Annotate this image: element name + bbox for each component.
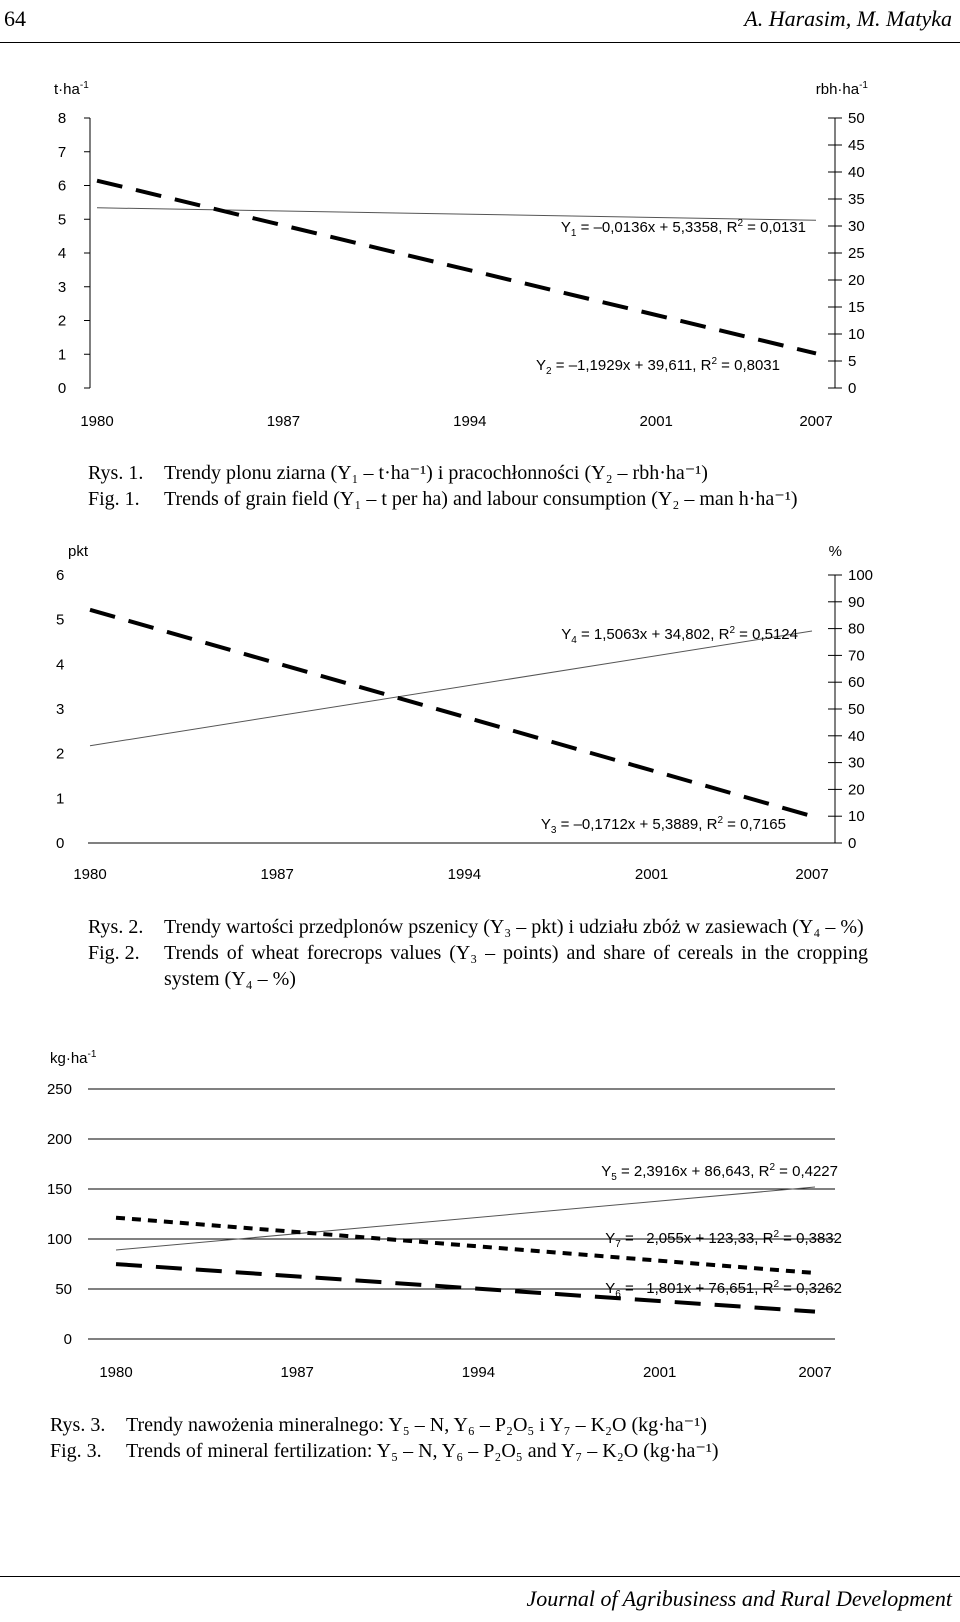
right-tick-label: 10	[848, 808, 865, 826]
running-header-authors: A. Harasim, M. Matyka	[744, 6, 952, 31]
right-tick-label: 0	[848, 380, 857, 397]
caption-label: Fig. 1.	[88, 488, 140, 510]
trend-equation-label: $Y_6 = -1,801x + 76,651$, $R^2 = 0,3262$	[605, 1279, 842, 1300]
right-tick-label: 20	[848, 272, 865, 289]
left-axis-unit: pkt	[68, 543, 89, 560]
right-tick-label: 0	[848, 835, 857, 852]
x-tick-label: 2007	[798, 1364, 832, 1381]
left-tick-label: 3	[57, 278, 67, 296]
x-tick-label: 2001	[642, 1364, 677, 1381]
left-tick-label: 6	[56, 567, 65, 584]
x-tick-label: 2001	[634, 866, 669, 883]
trend-equation-label: $Y_3 = -0,1712x + 5,3889$, $R^2 = 0,7165$	[540, 815, 786, 836]
page-number: 64	[4, 6, 26, 31]
caption-text: Trends of wheat forecrops values (Y₃ – points) and share of cereals in the cropping system (Y₄ – %)	[164, 942, 868, 990]
trend-equation-label: $Y_7 = -2,055x + 123,33$, $R^2 = 0,3832$	[605, 1229, 842, 1250]
left-tick-label: 150	[46, 1181, 72, 1198]
caption-label: Rys. 2.	[88, 916, 144, 938]
x-tick-label: 1987	[266, 413, 301, 430]
right-axis-unit: %	[828, 543, 842, 560]
caption-text: Trendy plonu ziarna (Y₁ – t·ha⁻¹) i pracochłonności (Y₂ – rbh·ha⁻¹)	[164, 462, 708, 484]
x-tick-label: 2007	[799, 413, 833, 430]
right-tick-label: 30	[848, 754, 865, 772]
caption-label: Rys. 3.	[50, 1414, 106, 1436]
x-tick-label: 1994	[453, 413, 487, 430]
left-tick-label: 2	[57, 312, 67, 330]
caption-text: Trends of grain field (Y₁ – t per ha) and labour consumption (Y₂ – man h·ha⁻¹)	[164, 488, 798, 510]
right-tick-label: 40	[848, 727, 865, 745]
left-tick-label: 200	[46, 1131, 72, 1148]
figure-1-chart	[0, 72, 960, 442]
right-tick-label: 25	[848, 245, 865, 262]
figure-2-chart	[0, 535, 960, 895]
trend-line-thin-solid	[90, 631, 812, 746]
x-tick-label: 2001	[639, 413, 673, 430]
right-tick-label: 10	[848, 326, 865, 343]
left-tick-label: 250	[46, 1081, 72, 1098]
x-tick-label: 2007	[795, 866, 829, 883]
figure-3-caption	[50, 1412, 870, 1464]
left-tick-label: 1	[57, 346, 67, 364]
left-tick-label: 8	[57, 110, 67, 127]
x-tick-label: 1980	[73, 866, 107, 883]
left-tick-label: 2	[56, 745, 65, 763]
right-tick-label: 90	[848, 593, 865, 611]
right-tick-label: 45	[848, 137, 865, 154]
figure-2-caption	[88, 914, 868, 992]
right-tick-label: 50	[848, 110, 865, 127]
left-tick-label: 50	[55, 1281, 72, 1298]
caption-text: Trendy nawożenia mineralnego: Y₅ – N, Y₆ – P₂O₅ i Y₇ – K₂O (kg·ha⁻¹)	[126, 1414, 707, 1436]
right-tick-label: 40	[848, 164, 865, 181]
right-tick-label: 30	[848, 218, 865, 235]
trend-equation-label: $Y_5 = 2,3916x + 86,643$, $R^2 = 0,4227$	[601, 1162, 838, 1183]
x-tick-label: 1980	[80, 413, 114, 430]
trend-equation-label: $Y_2 = -1,1929x + 39,611$, $R^2 = 0,8031$	[536, 356, 780, 377]
left-tick-label: 100	[46, 1231, 72, 1248]
x-tick-label: 1987	[280, 1364, 314, 1381]
left-tick-label: 0	[63, 1331, 72, 1348]
left-axis-unit: $t\cdot ha^{-1}$	[54, 80, 89, 98]
x-tick-label: 1980	[99, 1364, 133, 1381]
left-tick-label: 4	[56, 656, 65, 674]
left-tick-label: 4	[57, 245, 67, 262]
caption-label: Fig. 3.	[50, 1440, 102, 1462]
figure-3-chart	[0, 1035, 960, 1395]
trend-equation-label: $Y_1 = -0,0136x + 5,3358$, $R^2 = 0,0131$	[560, 218, 806, 239]
x-tick-label: 1987	[260, 866, 294, 883]
footer-rule	[0, 1576, 960, 1577]
right-axis-unit: $rbh\cdot ha^{-1}$	[815, 80, 868, 98]
right-tick-label: 35	[848, 191, 865, 208]
left-tick-label: 7	[57, 143, 67, 161]
trend-line-thick-dashed	[97, 181, 816, 354]
left-tick-label: 5	[56, 611, 65, 629]
right-tick-label: 100	[848, 567, 874, 584]
right-tick-label: 60	[848, 674, 865, 692]
right-tick-label: 50	[848, 701, 865, 718]
left-tick-label: 6	[57, 177, 67, 195]
left-axis-unit: $kg\cdot ha^{-1}$	[50, 1049, 97, 1067]
caption-label: Fig. 2.	[88, 942, 140, 964]
right-tick-label: 15	[848, 299, 865, 316]
trend-equation-label: $Y_4 = 1,5063x + 34,802$, $R^2 = 0,5124$	[561, 625, 798, 646]
left-tick-label: 3	[56, 701, 65, 718]
right-tick-label: 80	[848, 620, 865, 638]
right-tick-label: 70	[848, 647, 865, 665]
figure-1-caption	[88, 460, 868, 512]
left-tick-label: 0	[57, 380, 67, 397]
caption-label: Rys. 1.	[88, 462, 144, 484]
right-tick-label: 20	[848, 781, 865, 799]
left-tick-label: 1	[56, 790, 65, 808]
left-tick-label: 0	[56, 835, 65, 852]
right-tick-label: 5	[848, 353, 857, 370]
x-tick-label: 1994	[447, 866, 482, 883]
caption-text: Trendy wartości przedplonów pszenicy (Y₃ – pkt) i udziału zbóż w zasiewach (Y₄ – %)	[164, 916, 864, 938]
x-tick-label: 1994	[461, 1364, 496, 1381]
header-rule	[0, 42, 960, 43]
journal-footer: Journal of Agribusiness and Rural Development	[526, 1586, 952, 1611]
caption-text: Trends of mineral fertilization: Y₅ – N, Y₆ – P₂O₅ and Y₇ – K₂O (kg·ha⁻¹)	[126, 1440, 719, 1462]
left-tick-label: 5	[57, 211, 67, 229]
